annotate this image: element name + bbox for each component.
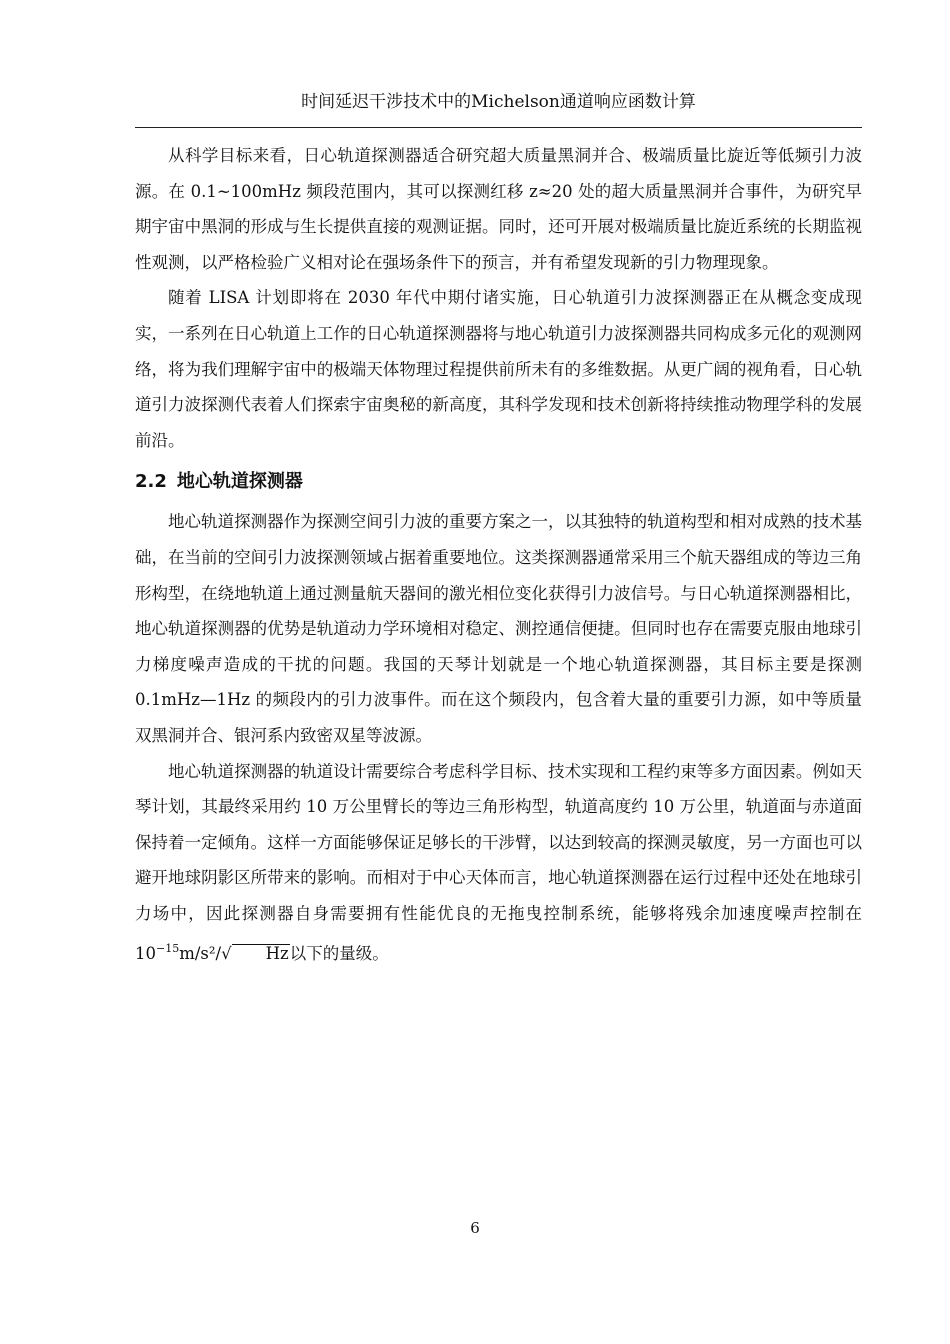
formula-exponent: −15 xyxy=(156,942,180,956)
section-title: 地心轨道探测器 xyxy=(176,471,303,493)
section-heading xyxy=(135,462,862,502)
paragraph-geocentric-intro: 地心轨道探测器作为探测空间引力波的重要方案之一，以其独特的轨道构型和相对成熟的技术基础，在当前的空间引力波探测领域占据着重要地位。这类探测器通常采用三个航天器组成的等边三角形构型，在绕地轨道上通过测量航天器间的激光相位变化获得引力波信号。与日心轨道探测器相比，地心轨道探测器的优势是轨道动力学环境相对稳定、测控通信便捷。但同时也存在需要克服由地球引力梯度噪声造成的干扰的问题。我国的天琴计划就是一个地心轨道探测器，其目标主要是探测 0.1mHz—1Hz 的频段内的引力波事件。而在这个频段内，包含着大量的重要引力源，如中等质量双黑洞并合、银河系内致密双星等波源。 xyxy=(135,512,862,745)
formula-base: 10 xyxy=(135,944,156,964)
formula-unit: m/s²/ xyxy=(179,944,222,964)
paragraph-orbit-design-text: 地心轨道探测器的轨道设计需要综合考虑科学目标、技术实现和工程约束等多方面因素。例如天琴计划，其最终采用约 10 万公里臂长的等边三角形构型，轨道高度约 10 万公里，轨道面与赤道面保持着一定倾角。这样一方面能够保证足够长的干涉臂，以达到较高的探测灵敏度，另一方面也可以避开地球阴影区所带来的影响。而相对于中心天体而言，地心轨道探测器在运行过程中还处在地球引力场中，因此探测器自身需要拥有性能优良的无拖曳控制系统，能够将残余加速度噪声控制在 xyxy=(135,761,862,923)
page-number: 6 xyxy=(470,1219,480,1237)
sqrt-sign: √ xyxy=(221,944,232,964)
paragraph-science-goals: 从科学目标来看，日心轨道探测器适合研究超大质量黑洞并合、极端质量比旋近等低频引力波源。在 0.1~100mHz 频段范围内，其可以探测红移 z≈20 处的超大质量黑洞并合事件，为研究早期宇宙中黑洞的形成与生长提供直接的观测证据。同时，还可开展对极端质量比旋近系统的长期监视性观测，以严格检验广义相对论在强场条件下的预言，并有希望发现新的引力物理现象。 xyxy=(135,146,862,272)
paragraph-orbit-design-tail: 以下的量级。 xyxy=(289,944,389,964)
sqrt-argument: Hz xyxy=(232,944,290,963)
acceleration-noise-formula xyxy=(135,944,290,963)
paragraph-orbit-design xyxy=(135,754,862,973)
running-header: 时间延迟干涉技术中的Michelson通道响应函数计算 xyxy=(301,92,696,112)
header-rule xyxy=(135,127,862,128)
section-number: 2.2 xyxy=(135,471,167,493)
paragraph-lisa-outlook: 随着 LISA 计划即将在 2030 年代中期付诸实施，日心轨道引力波探测器正在从概念变成现实，一系列在日心轨道上工作的日心轨道探测器将与地心轨道引力波探测器共同构成多元化的观测网络，将为我们理解宇宙中的极端天体物理过程提供前所未有的多维数据。从更广阔的视角看，日心轨道引力波探测代表着人们探索宇宙奥秘的新高度，其科学发现和技术创新将持续推动物理学科的发展前沿。 xyxy=(135,288,862,450)
page-body xyxy=(135,138,862,972)
